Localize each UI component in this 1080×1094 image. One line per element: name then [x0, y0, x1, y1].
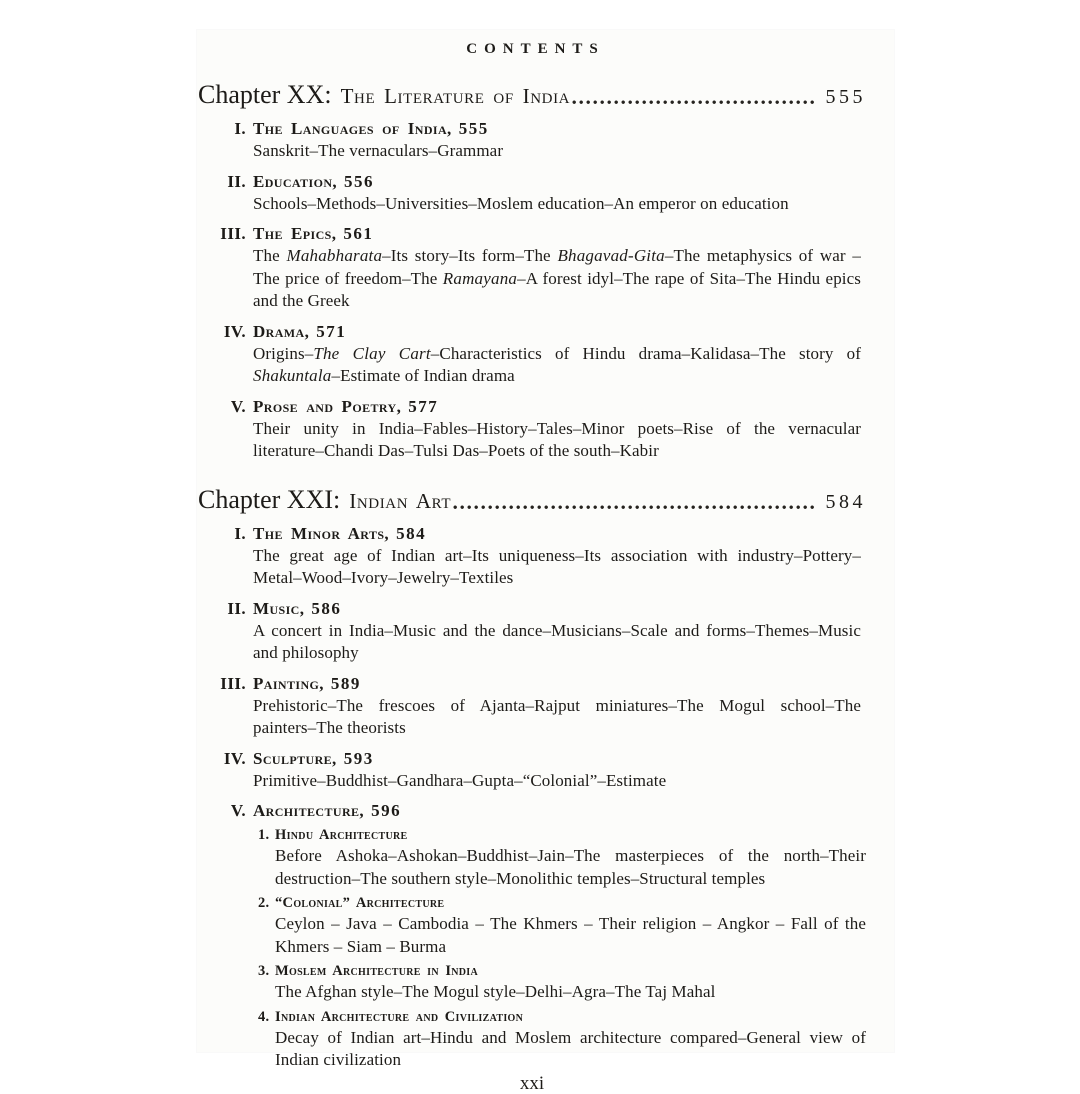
section-title: Music, — [253, 598, 305, 618]
toc-subsection — [198, 1007, 866, 1072]
chapter-page-number: 584 — [825, 490, 866, 513]
chapter-heading — [198, 485, 866, 517]
section-numeral: I. — [234, 119, 246, 138]
dot-leader — [572, 100, 816, 105]
toc-section — [198, 171, 866, 216]
section-numeral: III. — [220, 224, 246, 243]
toc-subsection — [198, 893, 866, 958]
body-text: –Estimate of Indian drama — [331, 366, 515, 385]
section-numeral: III. — [220, 673, 246, 693]
section-title: The Minor Arts, — [253, 523, 390, 543]
italic-title-text: Shakuntala — [253, 366, 332, 385]
section-page-number: 584 — [396, 523, 427, 543]
section-description — [253, 620, 861, 665]
section-description — [253, 770, 861, 793]
body-text: Ceylon – Java – Cambodia – The Khmers – Their religion – Angkor – Fall of the Khmers – Siam – Burma — [275, 914, 866, 956]
section-title: The Epics, — [253, 224, 337, 243]
italic-title-text: The Clay Cart — [313, 343, 431, 363]
body-text: –A forest idyl–The rape of Sita–The Hindu epics and the Greek — [253, 268, 861, 310]
text-block — [198, 30, 866, 1094]
body-text: Primitive–Buddhist–Gandhara–Gupta–“Colonial”–Estimate — [253, 770, 667, 790]
subsection-title: Hindu Architecture — [275, 827, 408, 843]
section-page-number: 593 — [343, 748, 374, 768]
subsection-description — [275, 981, 866, 1004]
page-number-folio: xxi — [519, 1072, 545, 1094]
toc-section — [198, 598, 866, 665]
section-numeral: II. — [227, 171, 246, 191]
section-numeral: II. — [227, 598, 246, 618]
section-description — [253, 418, 861, 463]
section-heading — [198, 523, 866, 545]
toc-section — [198, 223, 866, 313]
section-description — [253, 343, 861, 388]
section-page-number: 589 — [330, 673, 361, 693]
section-heading — [198, 800, 866, 822]
body-text: –Its story–Its form–The — [382, 246, 558, 265]
chapter-block — [198, 485, 866, 1072]
italic-title-text: Bhagavad-Gita — [557, 246, 665, 265]
subsection-number: 4. — [258, 1008, 270, 1025]
body-text: –The metaphysics of war –The price of freedom–The — [253, 246, 861, 288]
body-text: –Characteristics of Hindu drama–Kalidasa–The story of — [430, 343, 861, 363]
body-text: The — [253, 246, 287, 265]
section-heading — [198, 321, 866, 343]
subsection-number: 3. — [258, 963, 270, 979]
section-description — [253, 193, 861, 216]
chapter-heading — [198, 80, 866, 112]
body-text: A concert in India–Music and the dance–Musicians–Scale and forms–Themes–Music and philosophy — [253, 620, 861, 662]
toc-section — [198, 673, 866, 740]
running-head: CONTENTS — [466, 41, 605, 57]
section-title: Painting, — [253, 673, 324, 693]
toc-section — [198, 118, 866, 163]
body-text: Origins– — [253, 343, 314, 363]
body-text: Prehistoric–The frescoes of Ajanta–Rajput miniatures–The Mogul school–The painters–The theorists — [253, 695, 861, 737]
body-text: The Afghan style–The Mogul style–Delhi–Agra–The Taj Mahal — [275, 982, 716, 1001]
body-text: Decay of Indian art–Hindu and Moslem architecture compared–General view of Indian civilization — [275, 1027, 866, 1069]
italic-title-text: Ramayana — [442, 268, 518, 288]
section-numeral: IV. — [223, 748, 246, 768]
section-numeral: I. — [234, 523, 246, 543]
subsection-number: 2. — [258, 895, 270, 911]
italic-title-text: Mahabharata — [286, 246, 383, 265]
section-page-number: 596 — [371, 801, 402, 820]
subsection-heading — [198, 961, 866, 981]
section-numeral: IV. — [223, 321, 246, 341]
table-of-contents — [198, 80, 866, 1072]
section-heading — [198, 396, 866, 418]
body-text: Sanskrit–The vernaculars–Grammar — [253, 141, 504, 160]
toc-subsection — [198, 961, 866, 1004]
section-page-number: 571 — [316, 321, 347, 341]
chapter-title: The Literature of India — [340, 84, 571, 108]
section-heading — [198, 748, 866, 770]
chapter-page-number: 555 — [825, 86, 866, 108]
body-text: Schools–Methods–Universities–Moslem education–An emperor on education — [253, 193, 789, 213]
toc-section — [198, 396, 866, 463]
section-heading — [198, 223, 866, 245]
section-numeral: V. — [230, 801, 246, 820]
subsection-title: Moslem Architecture in India — [275, 963, 479, 979]
section-page-number: 586 — [311, 598, 342, 618]
section-title: Education, — [253, 171, 338, 191]
dot-leader — [453, 505, 816, 510]
subsection-heading — [198, 1007, 866, 1027]
subsection-title: “Colonial” Architecture — [275, 895, 445, 911]
section-title: Architecture, — [253, 801, 365, 820]
chapter-label: Chapter XX: — [198, 80, 332, 109]
section-page-number: 577 — [408, 396, 439, 416]
toc-section — [198, 523, 866, 590]
section-title: Prose and Poetry, — [253, 396, 402, 416]
section-page-number: 561 — [343, 224, 374, 243]
section-description — [253, 545, 861, 590]
body-text: The great age of Indian art–Its uniqueness–Its association with industry–Pottery–Metal–Wood–Ivory–Jewelry–Textiles — [253, 545, 861, 587]
section-description — [253, 140, 861, 163]
subsection-description — [275, 845, 866, 890]
section-page-number: 556 — [344, 171, 375, 191]
section-heading — [198, 118, 866, 140]
body-text: Their unity in India–Fables–History–Tales–Minor poets–Rise of the vernacular literature–Chandi Das–Tulsi Das–Poets of the south–Kabir — [253, 418, 861, 460]
section-title: The Languages of India, — [253, 119, 452, 138]
subsection-description — [275, 1027, 866, 1072]
body-text: Before Ashoka–Ashokan–Buddhist–Jain–The masterpieces of the north–Their destruction–The southern style–Monolithic temples–Structural temples — [275, 846, 866, 888]
subsection-heading — [198, 825, 866, 845]
section-heading — [198, 598, 866, 620]
chapter-label: Chapter XXI: — [198, 484, 341, 514]
subsection-title: Indian Architecture and Civilization — [275, 1008, 524, 1025]
subsection-number: 1. — [258, 827, 270, 843]
section-title: Sculpture, — [253, 748, 337, 768]
section-description — [253, 245, 861, 313]
section-page-number: 555 — [458, 119, 489, 138]
subsection-description — [275, 913, 866, 958]
chapter-block — [198, 80, 866, 463]
toc-section — [198, 800, 866, 1072]
toc-section — [198, 321, 866, 388]
toc-subsection — [198, 825, 866, 890]
chapter-title: Indian Art — [349, 488, 452, 513]
section-description — [253, 695, 861, 740]
section-title: Drama, — [253, 321, 310, 341]
section-numeral: V. — [230, 396, 246, 416]
section-heading — [198, 171, 866, 193]
subsection-heading — [198, 893, 866, 913]
book-page — [197, 30, 894, 1094]
section-heading — [198, 673, 866, 695]
toc-section — [198, 748, 866, 793]
